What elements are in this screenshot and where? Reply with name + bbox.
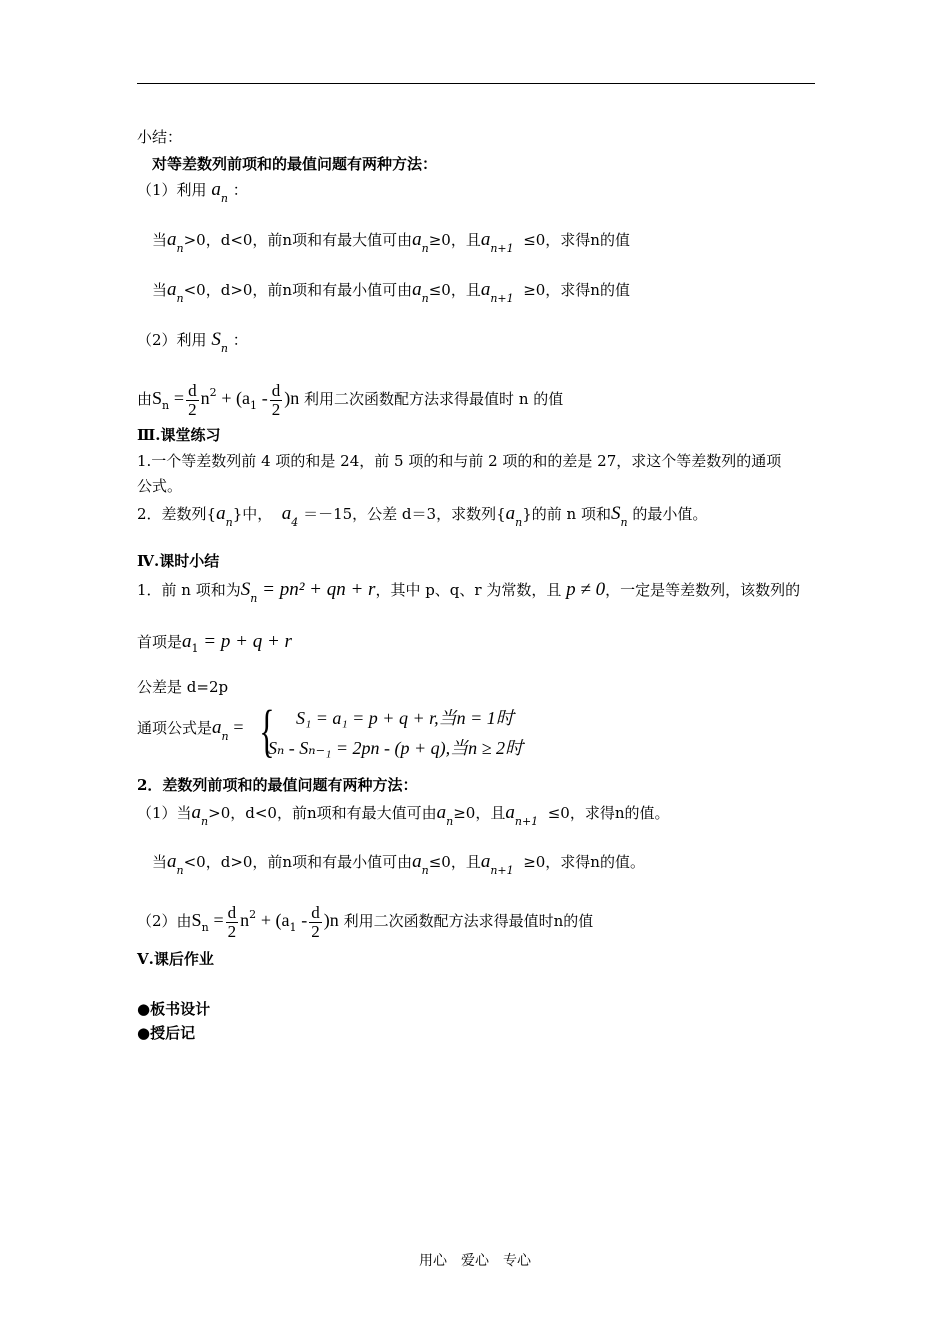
lesson-summary-p2-heading: 2．差数列前项和的最值问题有两种方法： (137, 776, 418, 794)
p2-method2-line: （2）由$S_n$ = $\frac{d}{2}$ $n^2 + (a_1$ - $\frac{d}{2}$ )n 利用二次函数配方法求得最值时n的值 (137, 902, 594, 941)
lesson-summary-p1: 1．前 n 项和为$S_n = pn^2$ + qn + r，其中 p、q、r 为常数，且 p ≠ 0，一定是等差数列，该数列的 (137, 579, 801, 605)
board-design-heading: ●板书设计 (137, 1000, 211, 1018)
summary-heading: 小结： (137, 128, 183, 146)
piecewise-case-n1: S₁ = a₁ = p + q + r,当n = 1时 (296, 708, 514, 728)
p2-case1-line: （1）当$a_n>0$，d<0，前n项和有最大值可由$a_n\ge 0$，且$a_{n+1} \le 0$，求得n的值。 (137, 802, 670, 828)
page-footer: 用心 爱心 专心 (419, 1253, 531, 1269)
fraction-d-over-2: $\frac{d}{2}$ (271, 380, 281, 419)
first-term-line: 首项是$a_1 = p + q + r$ (137, 631, 292, 655)
fraction-d-over-2: $\frac{d}{2}$ (227, 902, 237, 941)
summary-intro: 对等差数列前项和的最值问题有两种方法： (152, 155, 438, 173)
practice-q1-line2: 公式。 (137, 477, 183, 495)
method2-line: （2）利用 $S_n$ ： (137, 329, 248, 355)
sn-formula-line: 由$S_n$ = $\frac{d}{2}$ $n^2 + (a_1$ - $\frac{d}{2}$ )n 利用二次函数配方法求得最值时 n 的值 (137, 380, 564, 419)
post-lesson-notes-heading: ●授后记 (137, 1024, 196, 1042)
practice-q1-line1: 1.一个等差数列前 4 项的和是 24，前 5 项的和与前 2 项的和的差是 27，求这个等差数列的通项 (137, 452, 782, 470)
case1-line: 当$a_n>0$，d<0，前n项和有最大值可由$a_n\ge 0$，且$a_{n+1} \le 0$，求得n的值 (152, 229, 630, 255)
fraction-d-over-2: $\frac{d}{2}$ (311, 902, 320, 941)
piecewise-case-n2: Sₙ - Sₙ₋₁ = 2pn - (p + q),当n ≥ 2时 (268, 738, 523, 758)
common-difference-line: 公差是 d=2p (137, 678, 229, 696)
header-rule (137, 83, 815, 84)
general-term-label: 通项公式是$a_n$ = (137, 717, 244, 743)
practice-q2: 2．差数列$\{a_n\}$中， $a_4 =-15$，公差 d＝3，求数列$\{a_n\}$的前 n 项和$S_n$ 的最小值。 (137, 503, 708, 529)
case2-line: 当$a_n<0$，d>0，前n项和有最小值可由$a_n\le 0$，且$a_{n+1} \ge 0$，求得n的值 (152, 279, 630, 305)
homework-heading: Ⅴ.课后作业 (137, 950, 214, 968)
practice-heading: Ⅲ.课堂练习 (137, 426, 221, 444)
lesson-summary-heading: Ⅳ.课时小结 (137, 552, 220, 570)
p2-case2-line: 当$a_n<0$，d>0，前n项和有最小值可由$a_n\le 0$，且$a_{n+1} \ge 0$，求得n的值。 (152, 851, 645, 877)
piecewise-brace: { (259, 698, 275, 763)
fraction-d-over-2: $\frac{d}{2}$ (188, 380, 197, 419)
method1-line: （1）利用 $a_n$ ： (137, 179, 248, 205)
